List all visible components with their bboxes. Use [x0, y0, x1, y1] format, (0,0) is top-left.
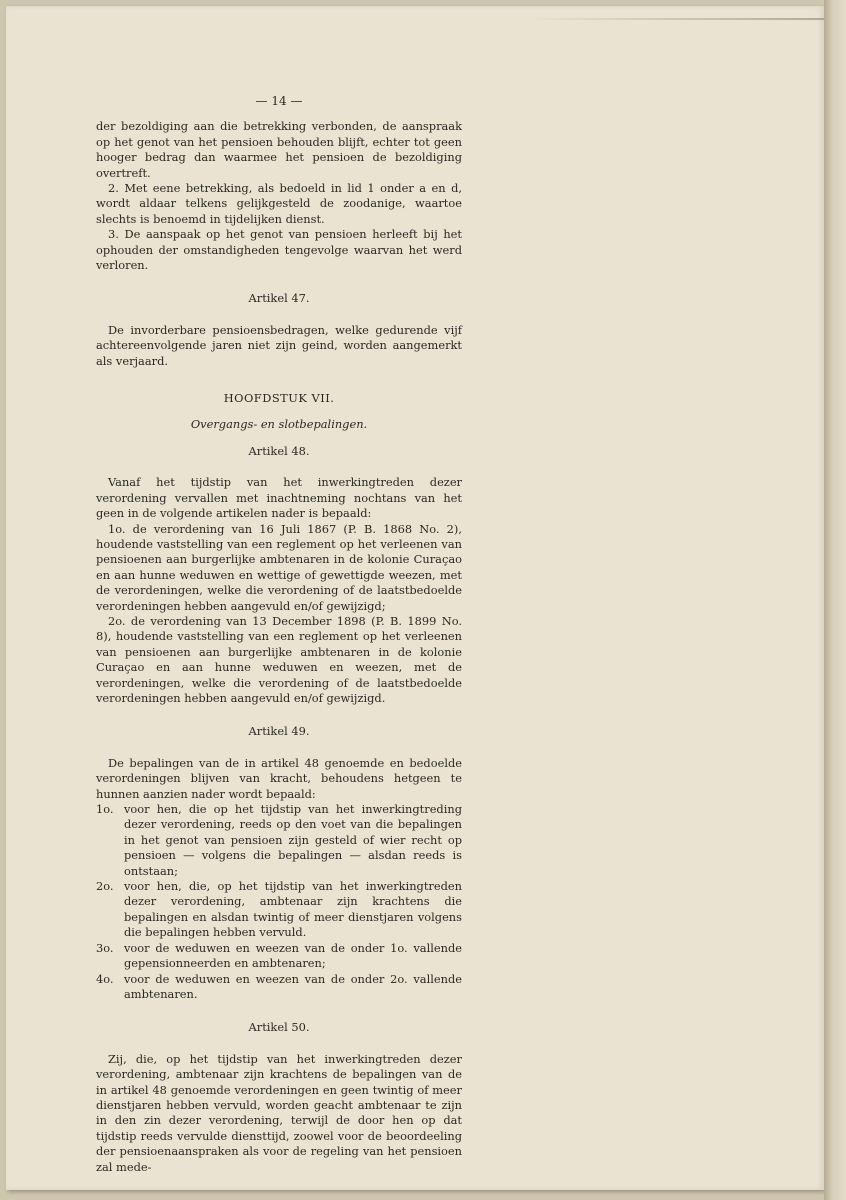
article-50-heading: Artikel 50.	[248, 1020, 310, 1035]
list-item	[96, 802, 462, 879]
list-item-text: voor hen, die op het tijdstip van het inwerkingtreding dezer verordening, reeds op den voet van die bepalingen in het genot van pensioen zijn gesteld of wier recht op pensioen — volgens die bepalingen — alsdan reeds is ontstaan;	[124, 802, 462, 878]
intro-paragraph-1: der bezoldiging aan die betrekking verbonden, de aanspraak op het genot van het pensioen behouden blijft, echter tot geen hooger bedrag dan waarmee het pensioen de bezoldiging overtreft.	[96, 119, 462, 180]
page-number: — 14 —	[255, 94, 303, 108]
list-item-number: 4o.	[96, 971, 114, 986]
article-48-item-1: 1o. de verordening van 16 Juli 1867 (P. B. 1868 No. 2), houdende vaststelling van een reglement op het verleenen van pensioenen aan burgerlijke ambtenaren in de kolonie Curaçao en aan hunne weduwen en wettige of gewettigde weezen, met de verordeningen, welke die verordening of de laatstbedoelde verordeningen hebben aangevuld en/of gewijzigd;	[96, 521, 462, 613]
list-item-number: 3o.	[96, 940, 114, 955]
article-49-list	[96, 802, 462, 1002]
article-48-intro: Vanaf het tijdstip van het inwerkingtreden dezer verordening vervallen met inachtneming nochtans van het geen in de volgende artikelen nader is bepaald:	[96, 475, 462, 521]
page-binding-edge	[824, 0, 846, 1200]
article-48-item-2: 2o. de verordening van 13 December 1898 (P. B. 1899 No. 8), houdende vaststelling van een reglement op het verleenen van pensioenen aan burgerlijke ambtenaren in de kolonie Curaçao en aan hunne weduwen en weezen, met de verordeningen, welke die verordening of de laatstbedoelde verordeningen hebben aangevuld en/of gewijzigd.	[96, 613, 462, 705]
page-text-block	[96, 94, 462, 1175]
chapter-heading: HOOFDSTUK VII.	[223, 391, 335, 406]
page-top-edge-mark	[526, 18, 826, 20]
article-49-intro: De bepalingen van de in artikel 48 genoemde en bedoelde verordeningen blijven van kracht, behoudens hetgeen te hunnen aanzien nader wordt bepaald:	[96, 755, 462, 801]
list-item-number: 2o.	[96, 879, 114, 894]
list-item-text: voor hen, die, op het tijdstip van het inwerkingtreden dezer verordening, ambtenaar zijn krachtens die bepalingen en alsdan twintig of meer dienstjaren volgens die bepalingen hebben vervuld.	[124, 879, 462, 940]
list-item-number: 1o.	[96, 802, 114, 817]
intro-paragraph-3: 3. De aanspaak op het genot van pensioen herleeft bij het ophouden der omstandigheden tengevolge waarvan het werd verloren.	[96, 227, 462, 273]
list-item-text: voor de weduwen en weezen van de onder 2o. vallende ambtenaren.	[124, 971, 462, 1001]
list-item	[96, 941, 462, 972]
list-item	[96, 972, 462, 1003]
article-47-text: De invorderbare pensioensbedragen, welke gedurende vijf achtereenvolgende jaren niet zijn geind, worden aangemerkt als verjaard.	[96, 322, 462, 368]
article-48-heading: Artikel 48.	[248, 443, 310, 458]
article-50-text: Zij, die, op het tijdstip van het inwerkingtreden dezer verordening, ambtenaar zijn krachtens de bepalingen van de in artikel 48 genoemde verordeningen en geen twintig of meer dienstjaren hebben vervuld, worden geacht ambtenaar te zijn in den zin dezer verordening, terwijl de door hen op dat tijdstip reeds vervulde diensttijd, zoowel voor de beoordeeling der pensioenaanspraken als voor de regeling van het pensioen zal mede-	[96, 1051, 462, 1174]
article-47-heading: Artikel 47.	[248, 291, 310, 306]
intro-paragraph-2: 2. Met eene betrekking, als bedoeld in lid 1 onder a en d, wordt aldaar telkens gelijkgesteld de zoodanige, waartoe slechts is benoemd in tijdelijken dienst.	[96, 181, 462, 226]
list-item	[96, 879, 462, 941]
list-item-text: voor de weduwen en weezen van de onder 1o. vallende gepensionneerden en ambtenaren;	[124, 940, 462, 971]
chapter-subtitle: Overgangs- en slotbepalingen.	[190, 416, 368, 431]
document-page	[6, 6, 824, 1190]
article-49-heading: Artikel 49.	[248, 724, 310, 739]
